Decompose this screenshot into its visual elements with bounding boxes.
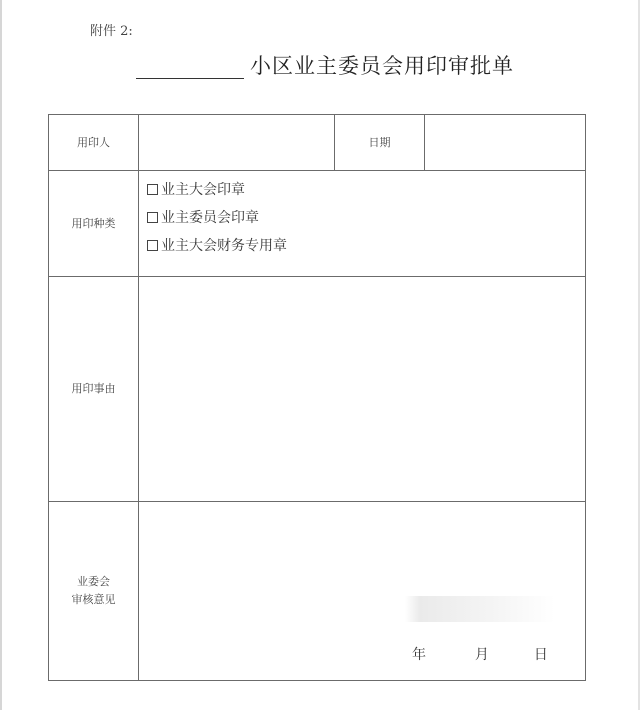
review-date-line [412, 644, 548, 664]
seal-option-label: 业主委员会印章 [161, 210, 259, 226]
review-row [49, 502, 586, 681]
seal-option-finance[interactable] [147, 235, 585, 255]
reason-row [49, 277, 586, 502]
seal-type-options [139, 171, 586, 277]
checkbox-icon[interactable] [147, 184, 158, 195]
applicant-row [49, 115, 586, 171]
reason-field[interactable] [139, 277, 586, 502]
checkbox-icon[interactable] [147, 212, 158, 223]
seal-type-row [49, 171, 586, 277]
review-label-line1: 业委会 [77, 575, 110, 588]
reason-label: 用印事由 [49, 277, 139, 502]
review-opinion-field[interactable] [139, 502, 586, 681]
date-field[interactable] [425, 115, 586, 171]
seal-option-owners-committee[interactable] [147, 207, 585, 227]
scan-smudge [405, 596, 555, 622]
checkbox-icon[interactable] [147, 240, 158, 251]
day-label: 日 [533, 647, 548, 663]
seal-option-label: 业主大会印章 [161, 182, 245, 198]
page-edge-left [0, 0, 2, 710]
year-label: 年 [412, 647, 426, 663]
seal-option-label: 业主大会财务专用章 [161, 238, 287, 254]
community-name-blank[interactable] [136, 53, 244, 79]
review-label [49, 502, 139, 681]
seal-type-label: 用印种类 [49, 171, 139, 277]
seal-option-owners-assembly[interactable] [147, 179, 585, 199]
applicant-field[interactable] [139, 115, 335, 171]
applicant-label: 用印人 [49, 115, 139, 171]
title-row [136, 49, 514, 79]
date-label: 日期 [335, 115, 425, 171]
attachment-label: 附件 2: [90, 24, 133, 39]
month-label: 月 [474, 647, 489, 663]
page-title: 小区业主委员会用印审批单 [250, 54, 514, 78]
review-label-line2: 审核意见 [71, 593, 116, 606]
